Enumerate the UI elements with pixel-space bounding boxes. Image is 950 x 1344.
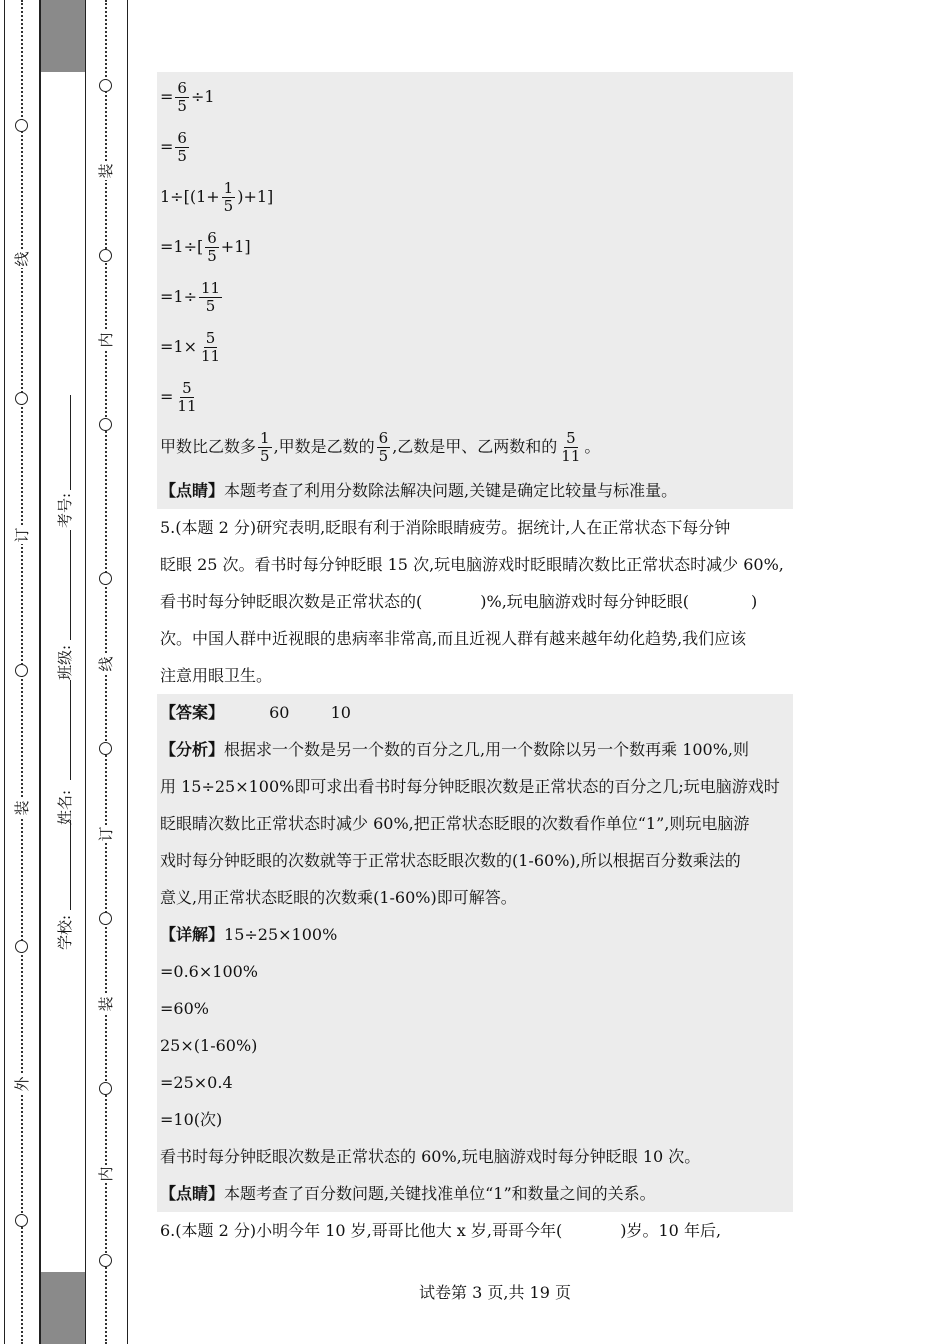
fraction: $\frac{5}{11}$ bbox=[177, 378, 197, 415]
outer-circle-mark bbox=[15, 940, 28, 953]
inner-circle-mark bbox=[99, 1254, 112, 1267]
calc-line: = $\frac{6}{5}$ ÷1 bbox=[160, 78, 215, 115]
detail-line: 看书时每分钟眨眼次数是正常状态的 60%,玩电脑游戏时每分钟眨眼 10 次。 bbox=[160, 1147, 701, 1166]
analysis-line: 用 15÷25×100%即可求出看书时每分钟眨眼次数是正常状态的百分之几;玩电脑游戏时 bbox=[160, 777, 780, 796]
outer-circle-mark bbox=[15, 664, 28, 677]
question-text: 5.(本题 2 分)研究表明,眨眼有利于消除眼睛疲劳。据统计,人在正常状态下每分钟 bbox=[160, 518, 731, 537]
inner-mark-nei: 内 bbox=[97, 332, 115, 348]
analysis-tag: 【分析】 bbox=[160, 740, 225, 759]
detail-line: =0.6×100% bbox=[160, 962, 258, 981]
calc-line: =1÷[ $\frac{6}{5}$ +1] bbox=[160, 228, 251, 265]
inner-mark-zhuang: 装 bbox=[97, 996, 115, 1012]
name-label: 姓名: bbox=[56, 789, 74, 825]
question-text: 次。中国人群中近视眼的患病率非常高,而且近视人群有越来越年幼化趋势,我们应该 bbox=[160, 629, 747, 648]
inner-circle-mark bbox=[99, 249, 112, 262]
inner-circle-mark bbox=[99, 79, 112, 92]
class-input-line[interactable] bbox=[70, 530, 71, 640]
inner-mark-nei: 内 bbox=[97, 1166, 115, 1182]
outer-mark-ding: 订 bbox=[13, 527, 31, 543]
comment-tag: 【点睛】 bbox=[160, 481, 225, 500]
comment-tag: 【点睛】 bbox=[160, 1184, 225, 1203]
school-input-line[interactable] bbox=[70, 820, 71, 910]
fraction: $\frac{5}{11}$ bbox=[201, 328, 221, 365]
calc-line: = $\frac{6}{5}$ bbox=[160, 128, 187, 165]
fraction: $\frac{1}{5}$ bbox=[260, 428, 270, 465]
page-footer: 试卷第 3 页,共 19 页 bbox=[419, 1283, 571, 1302]
fraction: $\frac{6}{5}$ bbox=[177, 78, 187, 115]
comment-line: 【点睛】本题考查了百分数问题,关键找准单位“1”和数量之间的关系。 bbox=[160, 1184, 656, 1203]
outer-mark-xian: 线 bbox=[13, 251, 31, 267]
answer-line bbox=[157, 694, 793, 731]
inner-circle-mark bbox=[99, 1082, 112, 1095]
outer-circle-mark bbox=[15, 1214, 28, 1227]
question-text: 看书时每分钟眨眼次数是正常状态的( )%,玩电脑游戏时每分钟眨眼( ) bbox=[160, 592, 758, 611]
comment-line: 【点睛】本题考查了利用分数除法解决问题,关键是确定比较量与标准量。 bbox=[160, 481, 678, 500]
analysis-line: 眨眼睛次数比正常状态时减少 60%,把正常状态眨眼的次数看作单位“1”,则玩电脑游 bbox=[160, 814, 750, 833]
fraction: $\frac{1}{5}$ bbox=[223, 178, 234, 215]
inner-circle-mark bbox=[99, 742, 112, 755]
page-content bbox=[157, 72, 793, 1249]
question-text: 6.(本题 2 分)小明今年 10 岁,哥哥比他大 x 岁,哥哥今年( )岁。10 年后, bbox=[160, 1221, 722, 1240]
fraction: $\frac{6}{5}$ bbox=[378, 428, 389, 465]
class-label: 班级: bbox=[56, 644, 74, 680]
summary-line: 甲数比乙数多 $\frac{1}{5}$ ,甲数是乙数的 $\frac{6}{5}$ ,乙数是甲、乙两数和的 $\frac{5}{11}$ 。 bbox=[160, 428, 601, 465]
name-input-line[interactable] bbox=[70, 680, 71, 780]
detail-tag: 【详解】 bbox=[160, 925, 225, 944]
outer-circle-mark bbox=[15, 392, 28, 405]
question-text: 眨眼 25 次。看书时每分钟眨眼 15 次,玩电脑游戏时眨眼睛次数比正常状态时减少 60%, bbox=[160, 555, 784, 574]
question-6 bbox=[157, 1212, 793, 1249]
exam-number-label: 考号: bbox=[56, 492, 74, 528]
analysis-line: 戏时每分钟眨眼的次数就等于正常状态眨眼次数的(1-60%),所以根据百分数乘法的 bbox=[160, 851, 741, 870]
inner-circle-mark bbox=[99, 572, 112, 585]
detail-line: 25×(1-60%) bbox=[160, 1036, 258, 1055]
detail-line: =60% bbox=[160, 999, 209, 1018]
fraction: $\frac{11}{5}$ bbox=[201, 278, 221, 315]
school-label: 学校: bbox=[56, 914, 74, 950]
inner-mark-zhuang: 装 bbox=[97, 163, 115, 179]
outer-mark-zhuang: 装 bbox=[13, 800, 31, 816]
inner-mark-ding: 订 bbox=[97, 826, 115, 842]
analysis-line: 意义,用正常状态眨眼的次数乘(1-60%)即可解答。 bbox=[160, 888, 517, 907]
calc-line: 1÷[(1+ $\frac{1}{5}$ )+1] bbox=[160, 178, 274, 215]
calc-line: =1÷ $\frac{11}{5}$ bbox=[160, 278, 221, 315]
calc-line: = $\frac{5}{11}$ bbox=[160, 378, 197, 415]
solution-block bbox=[157, 72, 793, 509]
detail-line: =10(次) bbox=[160, 1110, 223, 1129]
fraction: $\frac{6}{5}$ bbox=[177, 128, 187, 165]
answer-block bbox=[157, 694, 793, 1212]
analysis-line: 【分析】根据求一个数是另一个数的百分之几,用一个数除以另一个数再乘 100%,则 bbox=[160, 740, 750, 759]
inner-circle-mark bbox=[99, 912, 112, 925]
question-text: 注意用眼卫生。 bbox=[160, 666, 273, 685]
outer-mark-wai: 外 bbox=[13, 1076, 31, 1092]
question-5 bbox=[157, 509, 793, 694]
gray-block-top bbox=[41, 0, 85, 72]
fraction: $\frac{5}{11}$ bbox=[561, 428, 581, 465]
outer-circle-mark bbox=[15, 119, 28, 132]
fraction: $\frac{6}{5}$ bbox=[207, 228, 217, 265]
answer-tag: 【答案】 bbox=[160, 703, 225, 722]
detail-line: 【详解】15÷25×100% bbox=[160, 925, 338, 944]
inner-mark-xian: 线 bbox=[97, 656, 115, 672]
detail-line: =25×0.4 bbox=[160, 1073, 233, 1092]
inner-circle-mark bbox=[99, 418, 112, 431]
calc-line: =1× $\frac{5}{11}$ bbox=[160, 328, 221, 365]
exam-number-input-line[interactable] bbox=[70, 395, 71, 490]
answer-value-2: 10 bbox=[330, 703, 351, 722]
answer-value-1: 60 bbox=[269, 703, 290, 722]
